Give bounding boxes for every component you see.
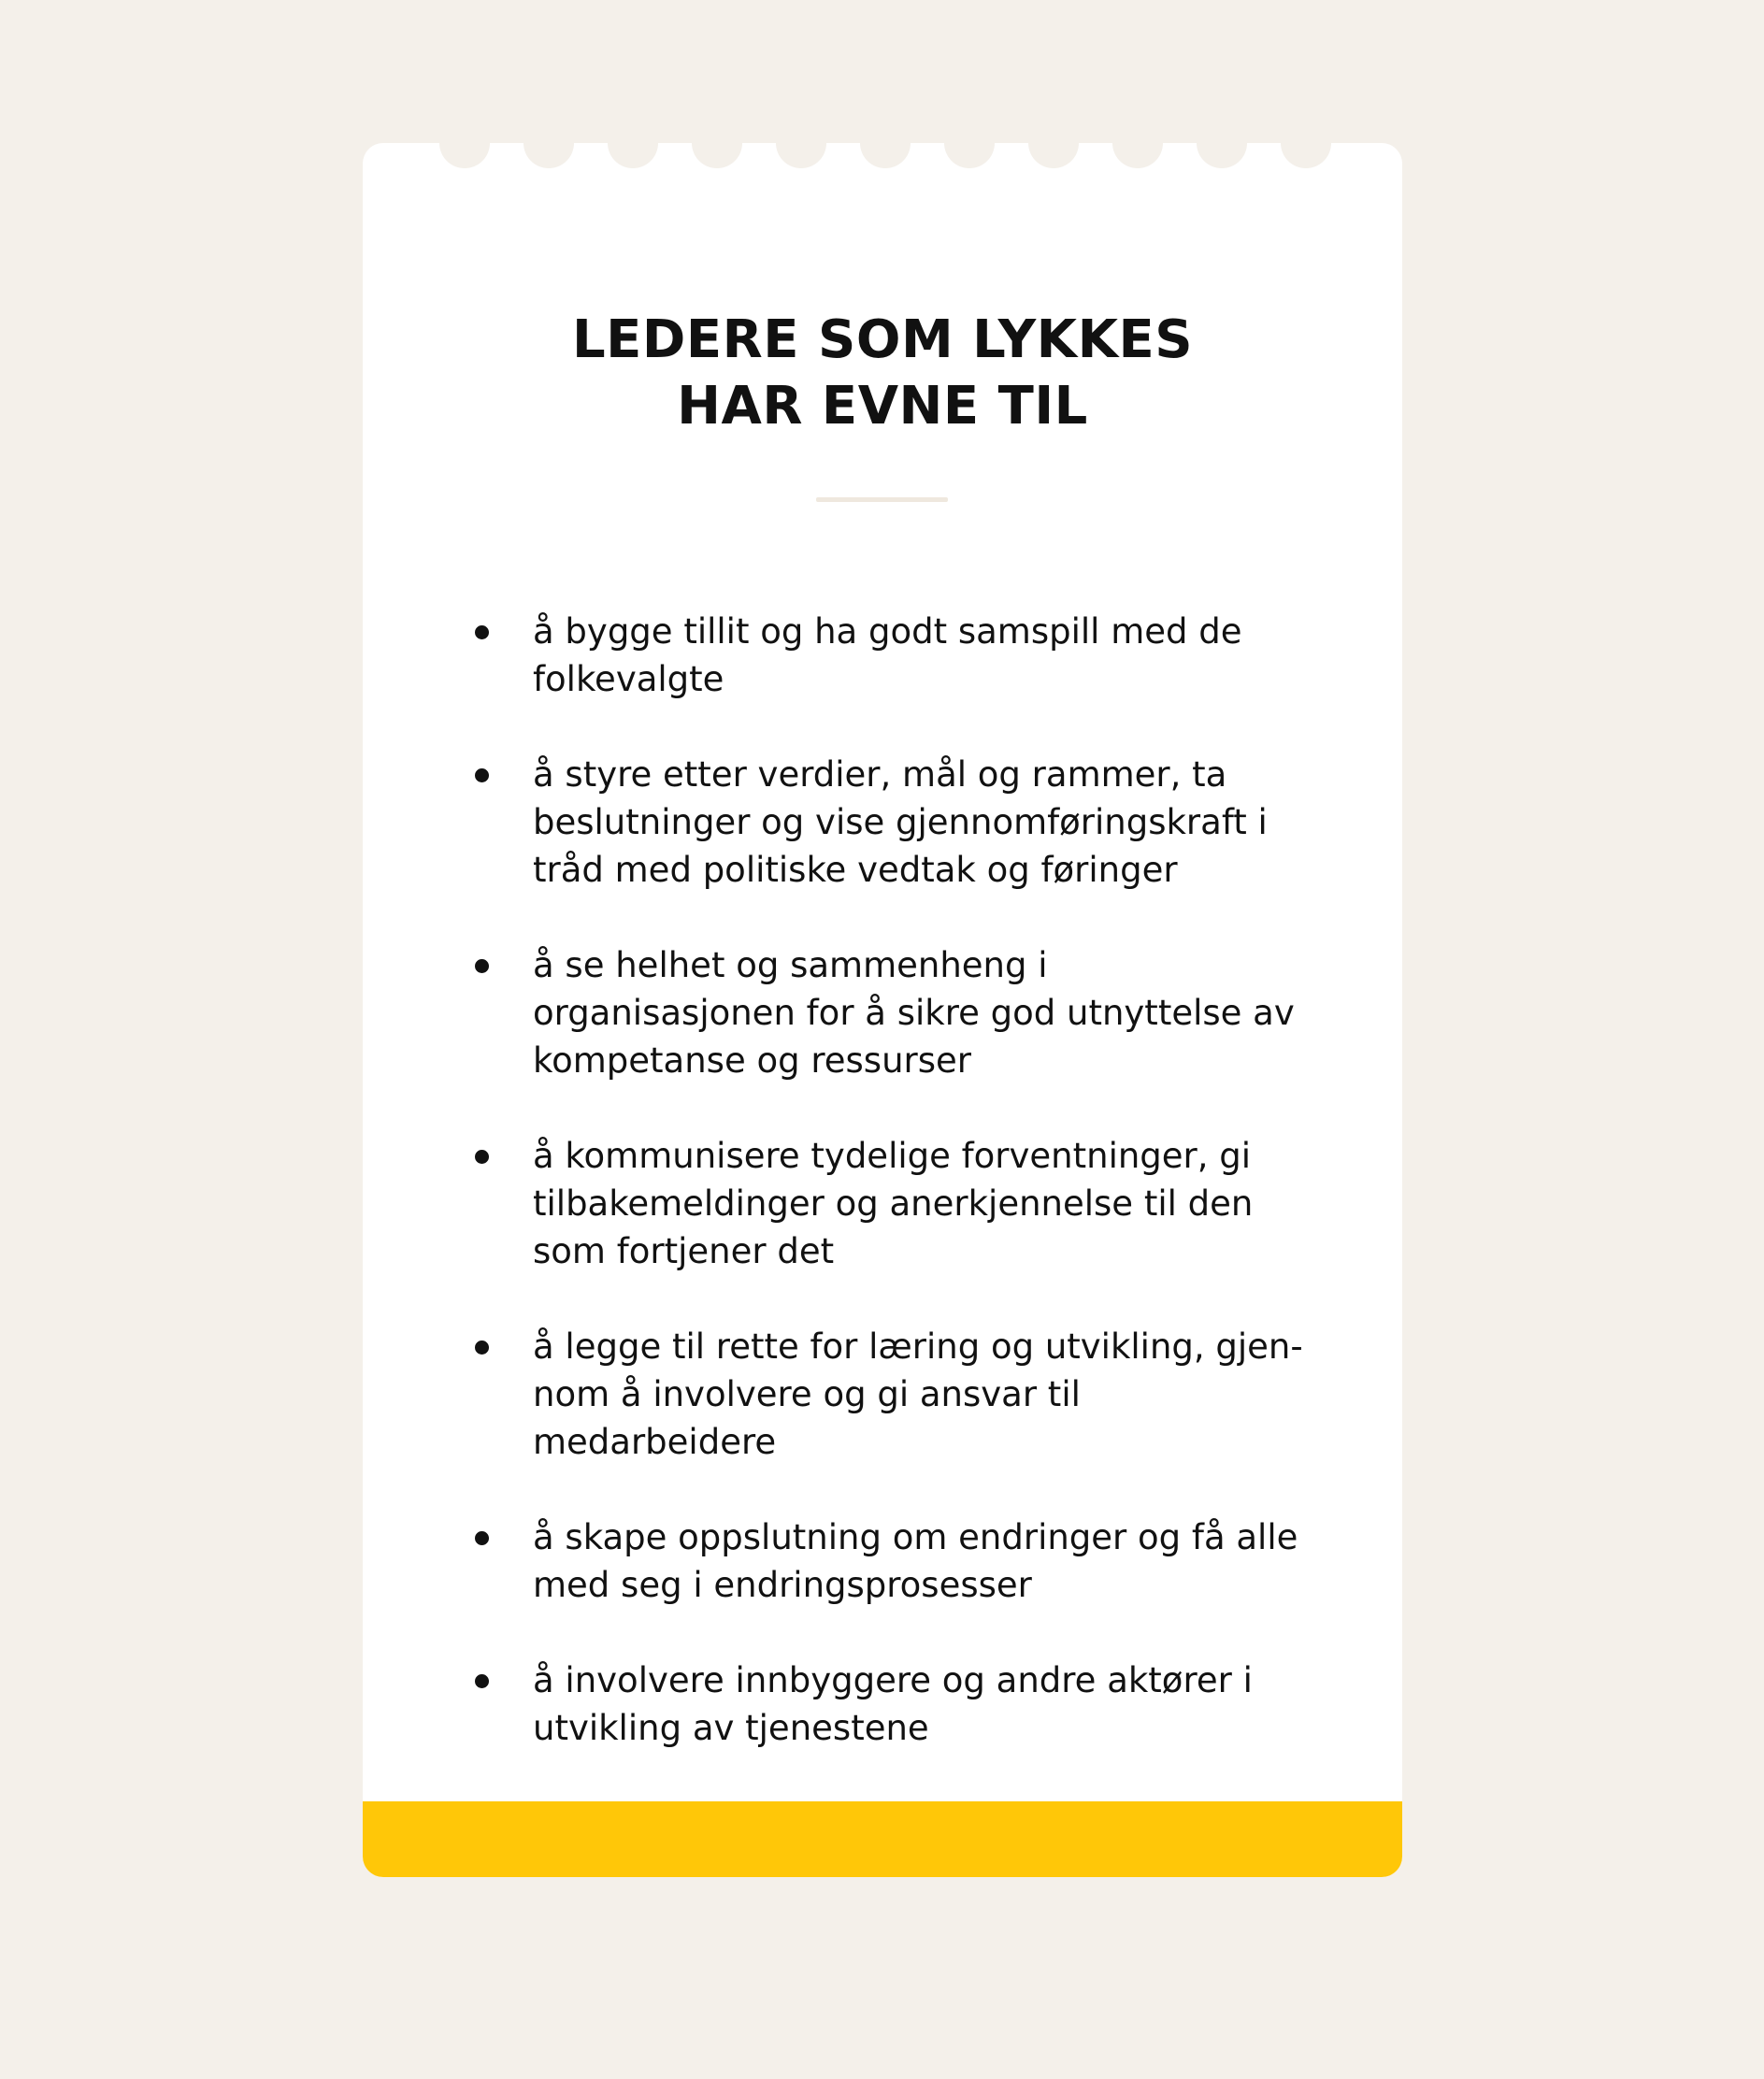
list-item	[475, 1132, 1316, 1275]
perforation-notch	[1028, 143, 1079, 168]
card-title-line-2: HAR EVNE TIL	[677, 376, 1088, 437]
list-item-text: å bygge tillit og ha godt samspill med de folkevalgte	[533, 611, 1242, 699]
bullet-icon	[475, 1674, 489, 1688]
card-title-line-1: LEDERE SOM LYKKES	[571, 309, 1194, 370]
perforation-notch	[944, 143, 995, 168]
list-item	[475, 1656, 1316, 1752]
list-item	[475, 941, 1316, 1084]
perforation-notch	[1112, 143, 1163, 168]
bullet-icon	[475, 1150, 489, 1164]
list-item-text: å kommunisere tydelige forventninger, gi tilbakemeldinger og anerkjennelse til den som fortjener det	[533, 1136, 1254, 1271]
list-item-text: å involvere innbyggere og andre aktører i utvikling av tjenestene	[533, 1660, 1253, 1748]
ability-list	[475, 608, 1316, 1799]
perforation-notch	[1197, 143, 1247, 168]
perforation-notch	[692, 143, 742, 168]
perforation-notch	[608, 143, 658, 168]
perforation-notch	[776, 143, 826, 168]
list-item-text: å legge til rette for læring og utvikling, gjen-nom å involvere og gi ansvar til medarbeidere	[533, 1326, 1303, 1462]
list-item	[475, 1513, 1316, 1609]
list-item	[475, 608, 1316, 703]
perforation-notch	[1281, 143, 1331, 168]
title-divider	[816, 497, 948, 502]
bullet-icon	[475, 768, 489, 782]
info-card	[363, 143, 1402, 1877]
bullet-icon	[475, 959, 489, 973]
perforation-notch	[860, 143, 911, 168]
list-item	[475, 751, 1316, 894]
bullet-icon	[475, 1531, 489, 1545]
bullet-icon	[475, 625, 489, 639]
accent-footer-bar	[363, 1801, 1402, 1877]
list-item-text: å styre etter verdier, mål og rammer, ta beslutninger og vise gjennomføringskraft i tråd med politiske vedtak og føringer	[533, 754, 1268, 890]
list-item-text: å skape oppslutning om endringer og få alle med seg i endringsprosesser	[533, 1517, 1298, 1605]
list-item-text: å se helhet og sammenheng i organisasjonen for å sikre god utnyttelse av kompetanse og ressurser	[533, 945, 1295, 1081]
perforation-notch	[523, 143, 574, 168]
bullet-icon	[475, 1341, 489, 1355]
perforation-notch	[439, 143, 490, 168]
list-item	[475, 1323, 1316, 1466]
card-title	[363, 307, 1402, 439]
